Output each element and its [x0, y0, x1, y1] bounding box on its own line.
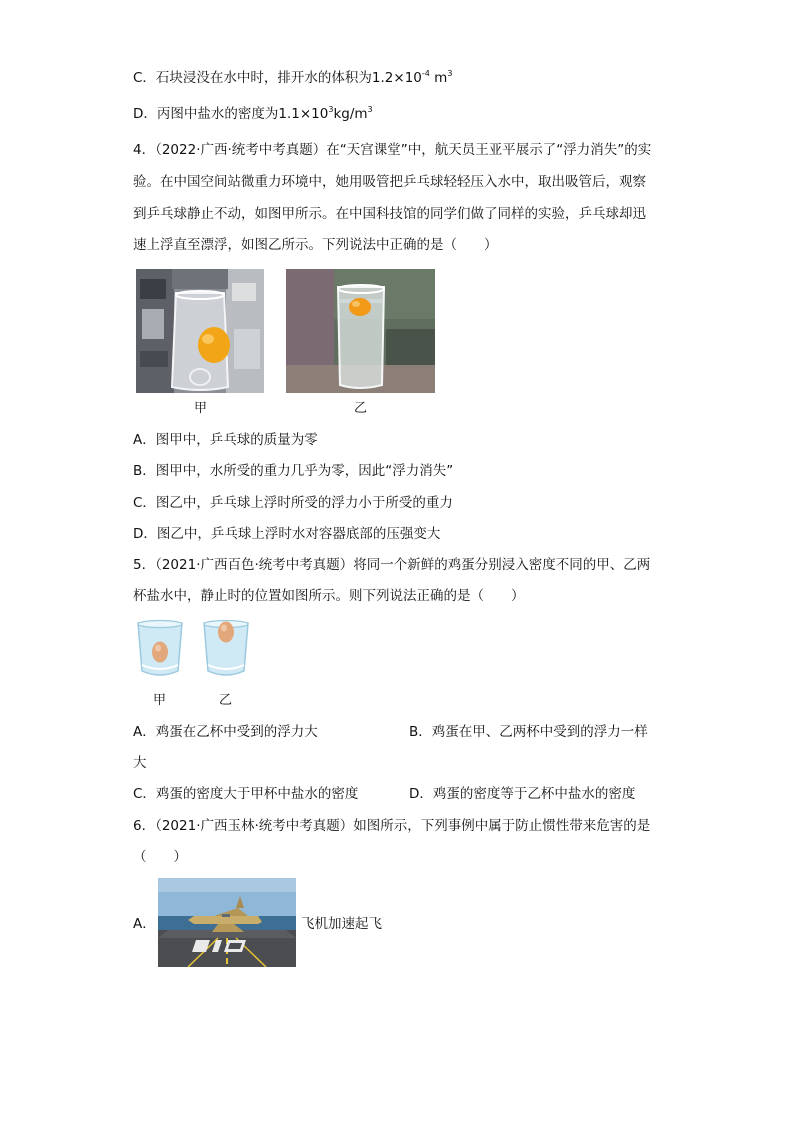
q4-option-c: C．图乙中，乒乓球上浮时所受的浮力小于所受的重力 — [133, 495, 453, 511]
q4-stem-line-4: 速上浮直至漂浮，如图乙所示。下列说法中正确的是（ ） — [133, 237, 498, 253]
q5-figure-egg-cups — [132, 617, 256, 683]
q5-caption-b: 乙 — [219, 693, 233, 708]
q3-option-c: C．石块浸没在水中时，排开水的体积为$1.2\times 10^{-4}$ $m^3$ — [133, 69, 453, 86]
q4-caption-b: 乙 — [354, 401, 368, 416]
q5-option-b-continued: 大 — [133, 755, 147, 771]
q4-figure-space-station-photo — [136, 269, 264, 393]
q5-option-c: C．鸡蛋的密度大于甲杯中盐水的密度 — [133, 786, 359, 802]
q4-stem-line-3: 到乒乓球静止不动，如图甲所示。在中国科技馆的同学们做了同样的实验，乒乓球却迅 — [133, 206, 646, 222]
q6-stem-line-2: （ ） — [133, 849, 187, 865]
q6-option-a-label: A． — [133, 916, 156, 932]
q4-figure-museum-photo — [286, 269, 435, 393]
q4-option-a: A．图甲中，乒乓球的质量为零 — [133, 432, 318, 448]
q4-stem-line-2: 验。在中国空间站微重力环境中，她用吸管把乒乓球轻轻压入水中，取出吸管后，观察 — [133, 174, 646, 190]
q5-stem-line-1: 5．（2021·广西百色·统考中考真题）将同一个新鲜的鸡蛋分别浸入密度不同的甲、乙两 — [133, 557, 651, 573]
q6-stem-line-1: 6．（2021·广西玉林·统考中考真题）如图所示，下列事例中属于防止惯性带来危害的是 — [133, 818, 651, 834]
q5-stem-line-2: 杯盐水中，静止时的位置如图所示。则下列说法正确的是（ ） — [133, 588, 525, 604]
q5-option-a: A．鸡蛋在乙杯中受到的浮力大 — [133, 724, 318, 740]
q6-figure-carrier-jet-photo — [158, 878, 296, 967]
q5-option-b: B．鸡蛋在甲、乙两杯中受到的浮力一样 — [409, 724, 648, 740]
q4-option-b: B．图甲中，水所受的重力几乎为零，因此“浮力消失” — [133, 463, 454, 479]
q6-option-a-text: 飞机加速起飞 — [301, 916, 382, 932]
q4-option-d: D．图乙中，乒乓球上浮时水对容器底部的压强变大 — [133, 526, 441, 542]
q4-caption-a: 甲 — [194, 401, 208, 416]
q3-option-d: D．丙图中盐水的密度为$1.1\times 10^3kg/m^3$ — [133, 105, 373, 122]
q4-stem-line-1: 4．（2022·广西·统考中考真题）在“天宫课堂”中，航天员王亚平展示了“浮力消失”的实 — [133, 142, 652, 158]
q5-caption-a: 甲 — [153, 693, 167, 708]
q5-option-d: D．鸡蛋的密度等于乙杯中盐水的密度 — [409, 786, 636, 802]
